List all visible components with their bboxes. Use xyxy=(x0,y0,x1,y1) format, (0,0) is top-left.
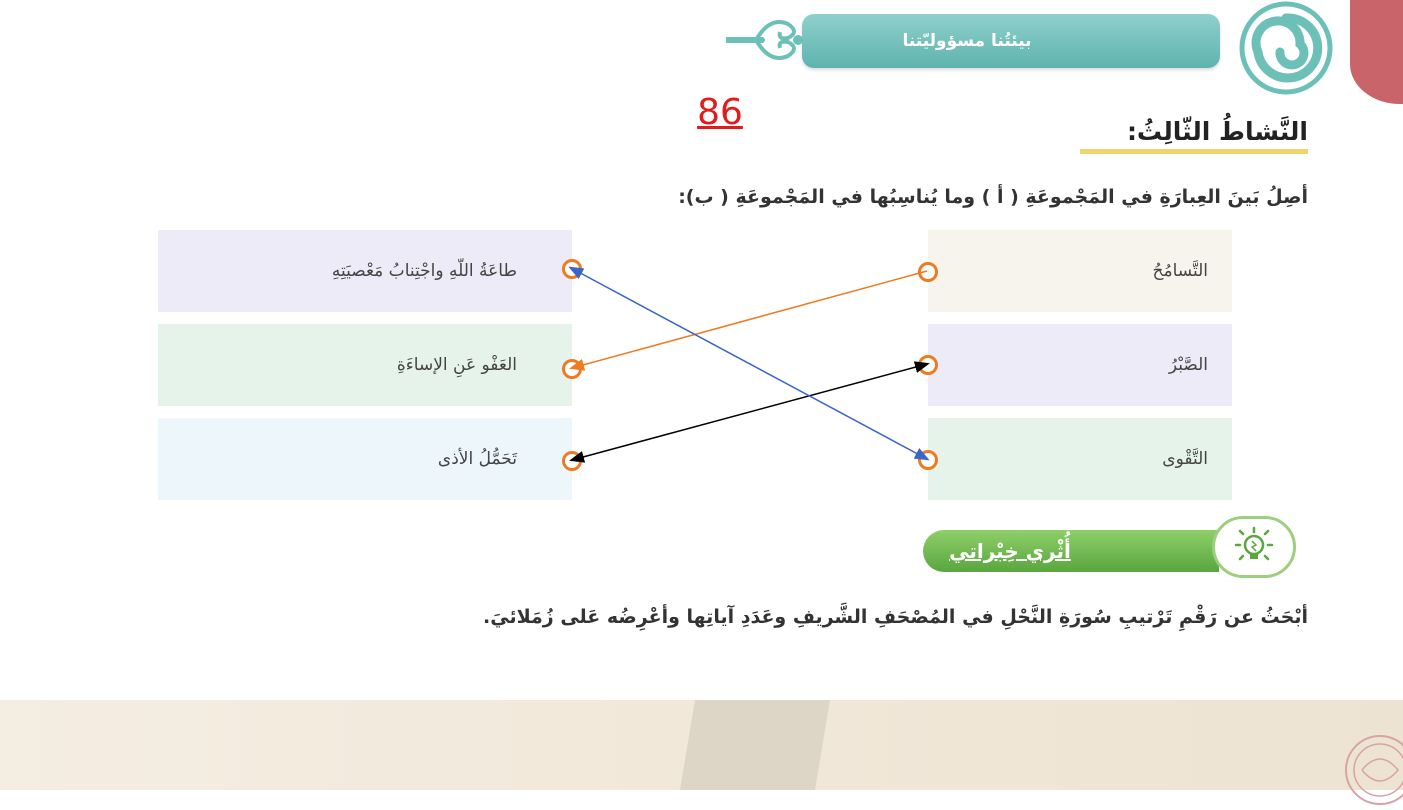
page-number: 86 xyxy=(697,92,743,133)
match-line-piety xyxy=(571,268,927,459)
lightbulb-icon xyxy=(1212,516,1296,578)
unit-title: بيئتُنا مسؤوليّتنا xyxy=(902,31,1032,51)
activity-instruction: أصِلُ بَينَ العِبارَةِ في المَجْموعَةِ ( أ ) وما يُناسِبُها في المَجْموعَةِ ( ب): xyxy=(678,186,1308,208)
match-line-patience xyxy=(572,364,927,460)
research-task-text: أبْحَثُ عن رَقْمِ تَرْتيبِ سُورَةِ النَّحْلِ في المُصْحَفِ الشَّريفِ وعَدَدِ آياتِها وأعْرِضُه عَلى زُمَلائيَ. xyxy=(483,606,1308,628)
group-b-item-label: العَفْو عَنِ الإساءَةِ xyxy=(396,355,517,375)
group-b-item-label: طاعَةُ اللّهِ واجْتِنابُ مَعْصيَتِهِ xyxy=(331,261,517,281)
activity-title: النَّشاطُ الثّالِثُ: xyxy=(1126,117,1308,146)
group-a-item-label: الصَّبْرُ xyxy=(1168,355,1208,375)
tip-label: أُثْري خِبْراتي xyxy=(949,539,1071,563)
group-a-item-label: التَّقْوى xyxy=(1162,449,1208,469)
group-b-item-label: تَحَمُّلُ الأذى xyxy=(437,449,517,469)
match-line-tolerance xyxy=(572,271,927,368)
group-a-item-label: التَّسامُحُ xyxy=(1152,261,1208,281)
